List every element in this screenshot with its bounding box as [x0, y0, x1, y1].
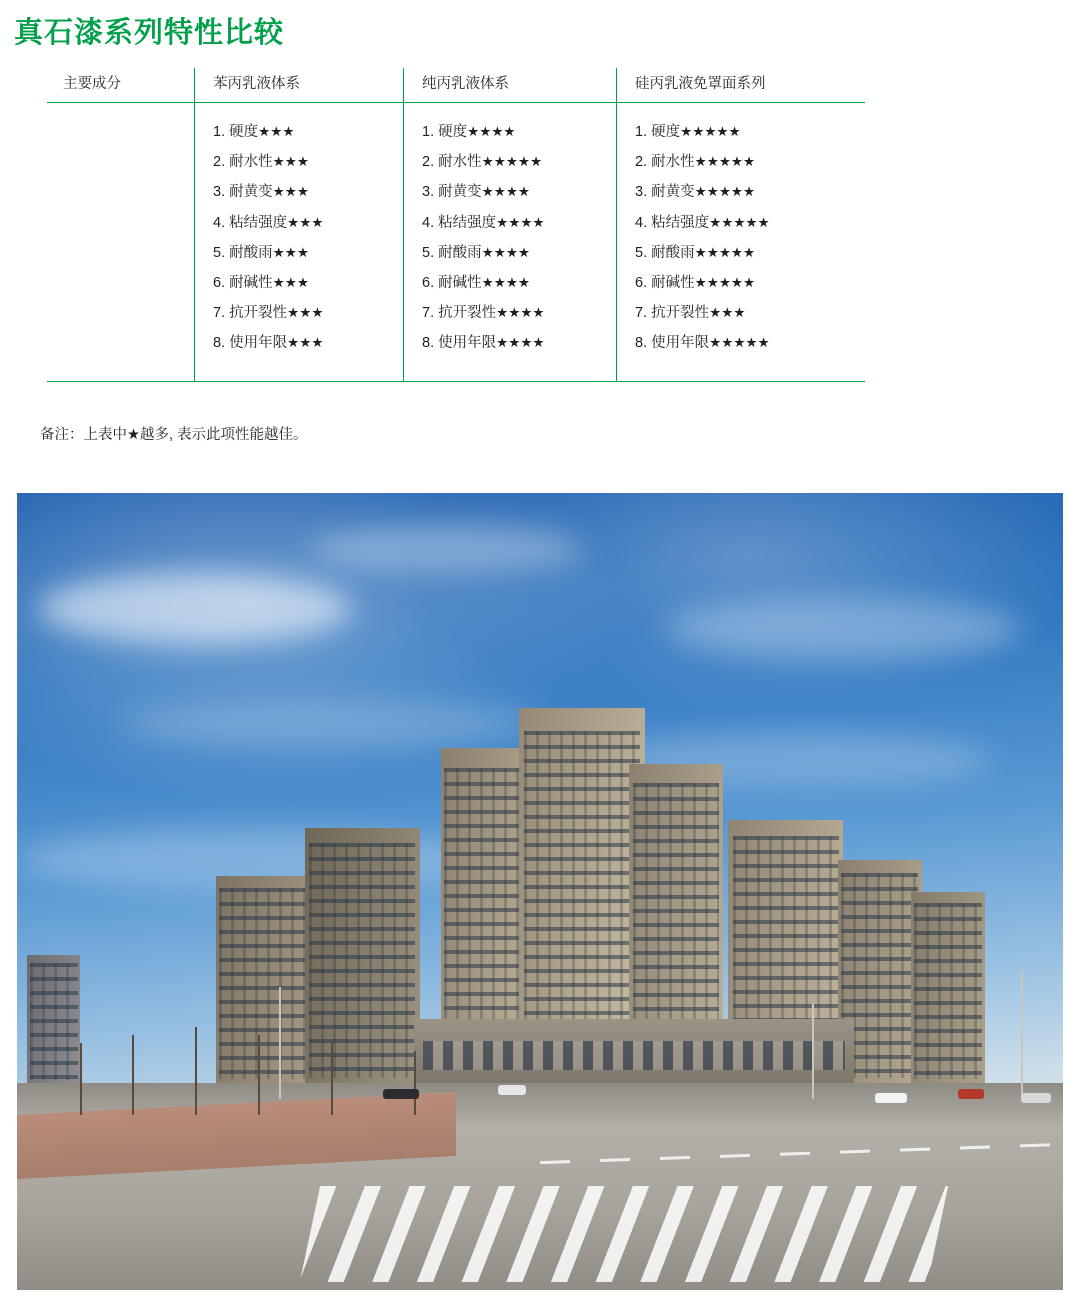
- property-label: 4. 粘结强度: [635, 214, 710, 231]
- list-item: [213, 298, 403, 328]
- property-label: 5. 耐酸雨: [635, 244, 695, 261]
- cell-pure-acrylic-content: [404, 117, 616, 359]
- list-item: [422, 328, 616, 358]
- rating-stars: ★★★: [287, 214, 324, 230]
- list-item: [422, 268, 616, 298]
- column-header-silicone-acrylic-label: 硅丙乳液免罩面系列: [635, 76, 766, 92]
- property-label: 1. 硬度: [213, 124, 259, 140]
- table-header: [47, 68, 865, 103]
- parked-car: [1021, 1093, 1051, 1103]
- cloud: [122, 700, 540, 748]
- column-header-styrene-acrylic-label: 苯丙乳液体系: [213, 76, 300, 92]
- rating-stars: ★★★★: [467, 124, 516, 139]
- building-left-edge: [27, 955, 79, 1083]
- rating-stars: ★★★: [287, 305, 324, 321]
- rating-stars: ★★★★: [496, 214, 545, 230]
- list-item: [213, 268, 403, 298]
- property-label: 2. 耐水性: [635, 154, 695, 171]
- rating-stars: ★★★★: [481, 275, 531, 291]
- table-note: 备注：上表中★越多, 表示此项性能越佳。: [40, 427, 308, 443]
- street-tree: [258, 1035, 260, 1115]
- crosswalk-markings: [300, 1186, 948, 1282]
- list-item: [422, 208, 616, 238]
- column-header-pure-acrylic: [404, 68, 617, 103]
- list-item: [635, 117, 865, 147]
- table-row: [47, 103, 865, 382]
- building: [216, 876, 310, 1083]
- parked-car: [958, 1089, 984, 1099]
- table-body: [47, 103, 865, 382]
- cell-silicone-acrylic-content: [617, 117, 865, 359]
- property-label: 6. 耐碱性: [635, 275, 695, 292]
- comparison-table-container: [47, 68, 862, 382]
- property-label: 1. 硬度: [635, 124, 681, 140]
- property-label: 8. 使用年限: [422, 335, 497, 352]
- list-item: [422, 147, 616, 177]
- list-item: [635, 238, 865, 268]
- podium-retail-block: [414, 1019, 853, 1083]
- list-item: [213, 328, 403, 358]
- street-tree: [414, 1051, 416, 1115]
- rating-stars: ★★★★★: [694, 244, 756, 260]
- parked-car: [498, 1085, 526, 1095]
- rating-stars: ★★★★: [496, 335, 545, 351]
- rating-stars: ★★★: [272, 244, 309, 260]
- list-item: [422, 238, 616, 268]
- street-tree: [195, 1027, 197, 1115]
- column-header-main-component: [47, 68, 195, 103]
- cloud: [666, 597, 1022, 661]
- table-header-row: [47, 68, 865, 103]
- property-label: 3. 耐黄变: [422, 184, 482, 201]
- rating-stars: ★★★★★: [694, 275, 756, 291]
- list-item: [213, 238, 403, 268]
- list-item: [213, 208, 403, 238]
- rating-stars: ★★★★★: [680, 124, 741, 139]
- list-item: [213, 177, 403, 207]
- list-item: [635, 298, 865, 328]
- cloud: [38, 573, 352, 645]
- property-label: 2. 耐水性: [213, 154, 273, 171]
- column-header-pure-acrylic-label: 纯丙乳液体系: [422, 76, 509, 92]
- street-lamp: [812, 1003, 814, 1099]
- property-label: 7. 抗开裂性: [635, 305, 710, 322]
- property-label: 7. 抗开裂性: [422, 305, 497, 322]
- rating-stars: ★★★★: [481, 244, 531, 260]
- property-label: 8. 使用年限: [635, 335, 710, 352]
- rating-stars: ★★★★: [496, 305, 545, 321]
- column-header-styrene-acrylic: [195, 68, 404, 103]
- cell-styrene-acrylic-content: [195, 117, 403, 359]
- list-item: [635, 177, 865, 207]
- rating-stars: ★★★: [272, 184, 309, 200]
- rating-stars: ★★★★★: [481, 154, 543, 170]
- property-label: 4. 粘结强度: [213, 214, 288, 231]
- property-label: 5. 耐酸雨: [422, 244, 482, 261]
- rating-stars: ★★★★★: [709, 335, 770, 351]
- cloud: [310, 525, 582, 573]
- parked-car: [875, 1093, 907, 1103]
- rating-stars: ★★★: [287, 335, 324, 351]
- property-label: 7. 抗开裂性: [213, 305, 288, 322]
- rating-stars: ★★★: [709, 305, 746, 321]
- building: [305, 828, 420, 1083]
- property-label: 6. 耐碱性: [422, 275, 482, 292]
- page-title: 真石漆系列特性比较: [14, 17, 285, 49]
- property-label: 4. 粘结强度: [422, 214, 497, 231]
- list-item: [213, 147, 403, 177]
- rating-stars: ★★★★★: [709, 214, 770, 230]
- list-item: [422, 298, 616, 328]
- street-lamp: [279, 987, 281, 1099]
- building: [911, 892, 984, 1083]
- cell-silicone-acrylic: [617, 103, 866, 382]
- street-tree: [331, 1043, 333, 1115]
- list-item: [635, 268, 865, 298]
- rating-stars: ★★★★★: [694, 184, 756, 200]
- rating-stars: ★★★: [258, 124, 295, 139]
- property-label: 2. 耐水性: [422, 154, 482, 171]
- street-tree: [80, 1043, 82, 1115]
- list-item: [635, 208, 865, 238]
- street-tree: [132, 1035, 134, 1115]
- property-label: 3. 耐黄变: [635, 184, 695, 201]
- column-header-silicone-acrylic: [617, 68, 866, 103]
- cell-styrene-acrylic: [195, 103, 404, 382]
- rating-stars: ★★★: [272, 275, 309, 291]
- property-label: 5. 耐酸雨: [213, 244, 273, 261]
- list-item: [213, 117, 403, 147]
- rating-stars: ★★★★: [481, 184, 531, 200]
- list-item: [422, 117, 616, 147]
- parked-car: [383, 1089, 419, 1099]
- cell-main-component: [47, 103, 195, 382]
- property-label: 8. 使用年限: [213, 335, 288, 352]
- comparison-table: [47, 68, 865, 382]
- list-item: [422, 177, 616, 207]
- property-label: 6. 耐碱性: [213, 275, 273, 292]
- street-lamp: [1021, 971, 1023, 1099]
- property-label: 1. 硬度: [422, 124, 468, 140]
- property-label: 3. 耐黄变: [213, 184, 273, 201]
- list-item: [635, 328, 865, 358]
- rating-stars: ★★★★★: [694, 154, 756, 170]
- cell-pure-acrylic: [404, 103, 617, 382]
- building-photo: [17, 493, 1063, 1290]
- column-header-main-component-label: 主要成分: [63, 76, 121, 92]
- list-item: [635, 147, 865, 177]
- rating-stars: ★★★: [272, 154, 309, 170]
